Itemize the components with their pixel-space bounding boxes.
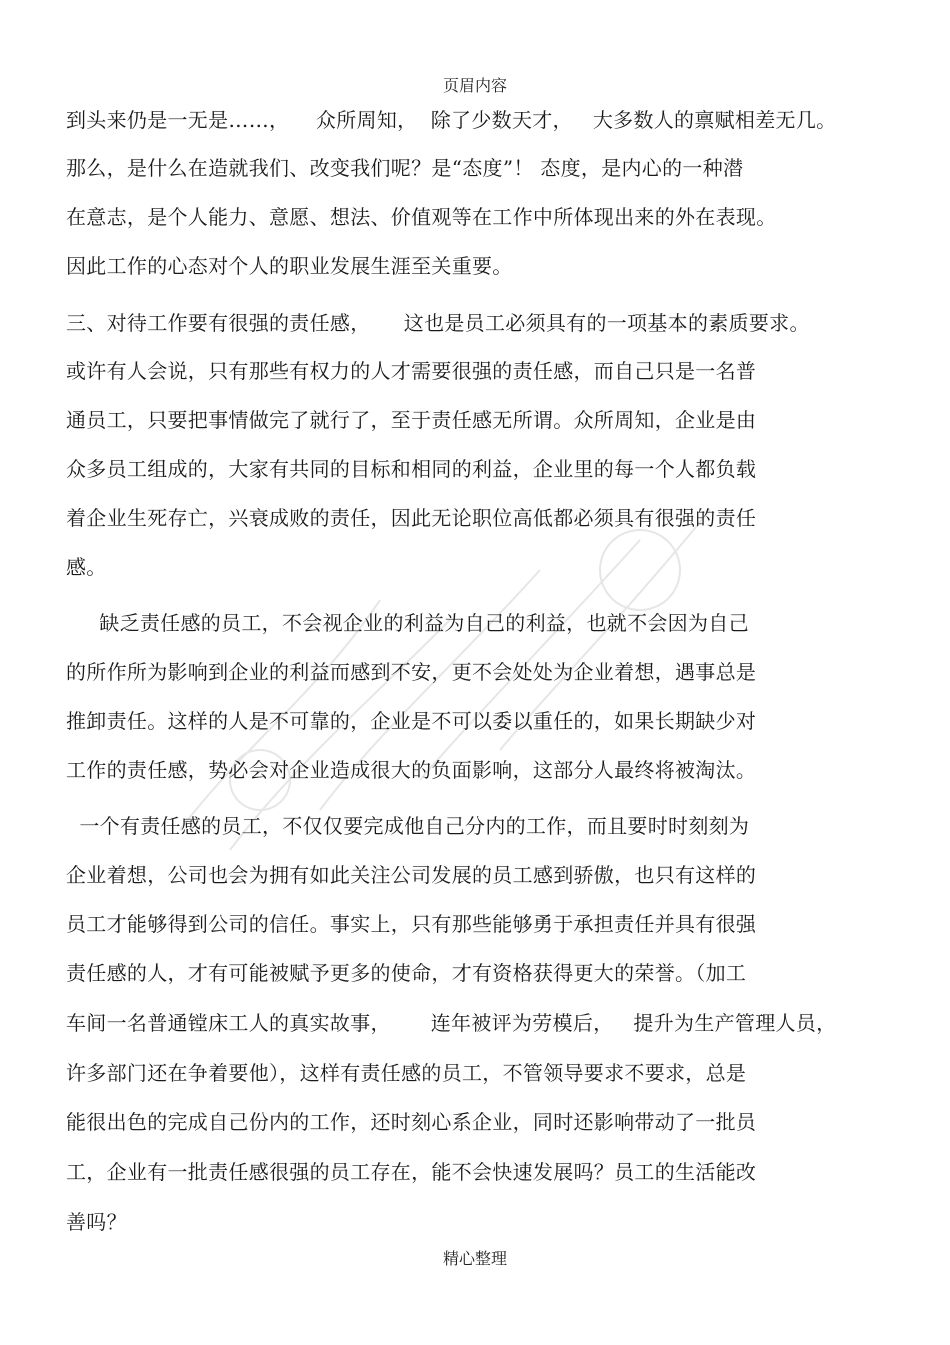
text-line: 着企业生死存亡，兴衰成败的责任，因此无论职位高低都必须具有很强的责任 xyxy=(66,506,757,530)
text-line: 企业着想，公司也会为拥有如此关注公司发展的员工感到骄傲，也只有这样的 xyxy=(66,863,757,887)
text-line: 推卸责任。这样的人是不可靠的，企业是不可以委以重任的，如果长期缺少对 xyxy=(66,709,757,733)
text-line: 一个有责任感的员工，不仅仅要完成他自己分内的工作，而且要时时刻刻为 xyxy=(66,814,750,838)
page-footer: 精心整理 xyxy=(442,1249,507,1268)
text-line: 到头来仍是一无是……， 众所周知， 除了少数天才， 大多数人的禀赋相差无几。 xyxy=(66,108,837,132)
text-line: 在意志，是个人能力、意愿、想法、价值观等在工作中所体现出来的外在表现。 xyxy=(66,205,777,229)
text-line: 众多员工组成的，大家有共同的目标和相同的利益，企业里的每一个人都负载 xyxy=(66,457,757,481)
text-line: 或许有人会说，只有那些有权力的人才需要很强的责任感，而自己只是一名普 xyxy=(66,359,757,383)
page-header: 页眉内容 xyxy=(442,76,507,95)
text-line: 工，企业有一批责任感很强的员工存在，能不会快速发展吗？员工的生活能改 xyxy=(66,1160,757,1184)
text-line: 员工才能够得到公司的信任。事实上，只有那些能够勇于承担责任并具有很强 xyxy=(66,912,757,936)
text-line: 工作的责任感，势必会对企业造成很大的负面影响，这部分人最终将被淘汰。 xyxy=(66,758,757,782)
text-line: 因此工作的心态对个人的职业发展生涯至关重要。 xyxy=(66,254,513,278)
text-line: 许多部门还在争着要他），这样有责任感的员工，不管领导要求不要求，总是 xyxy=(66,1061,747,1085)
text-line: 通员工，只要把事情做完了就行了，至于责任感无所谓。众所周知，企业是由 xyxy=(66,408,757,432)
section-heading-line: 三、对待工作要有很强的责任感， 这也是员工必须具有的一项基本的素质要求。 xyxy=(66,311,810,335)
text-line: 善吗？ xyxy=(66,1210,127,1234)
text-line: 那么，是什么在造就我们、改变我们呢？是“态度”！ 态度，是内心的一种潜 xyxy=(66,156,744,180)
text-line: 缺乏责任感的员工，不会视企业的利益为自己的利益，也就不会因为自己 xyxy=(66,611,749,635)
text-line: 责任感的人，才有可能被赋予更多的使命，才有资格获得更大的荣誉。（加工 xyxy=(66,961,747,985)
text-line: 的所作所为影响到企业的利益而感到不安，更不会处处为企业着想，遇事总是 xyxy=(66,660,757,684)
text-line: 感。 xyxy=(66,555,107,579)
text-line: 能很出色的完成自己份内的工作，还时刻心系企业，同时还影响带动了一批员 xyxy=(66,1110,757,1134)
text-line: 车间一名普通镗床工人的真实故事， 连年被评为劳模后， 提升为生产管理人员， xyxy=(66,1011,837,1035)
